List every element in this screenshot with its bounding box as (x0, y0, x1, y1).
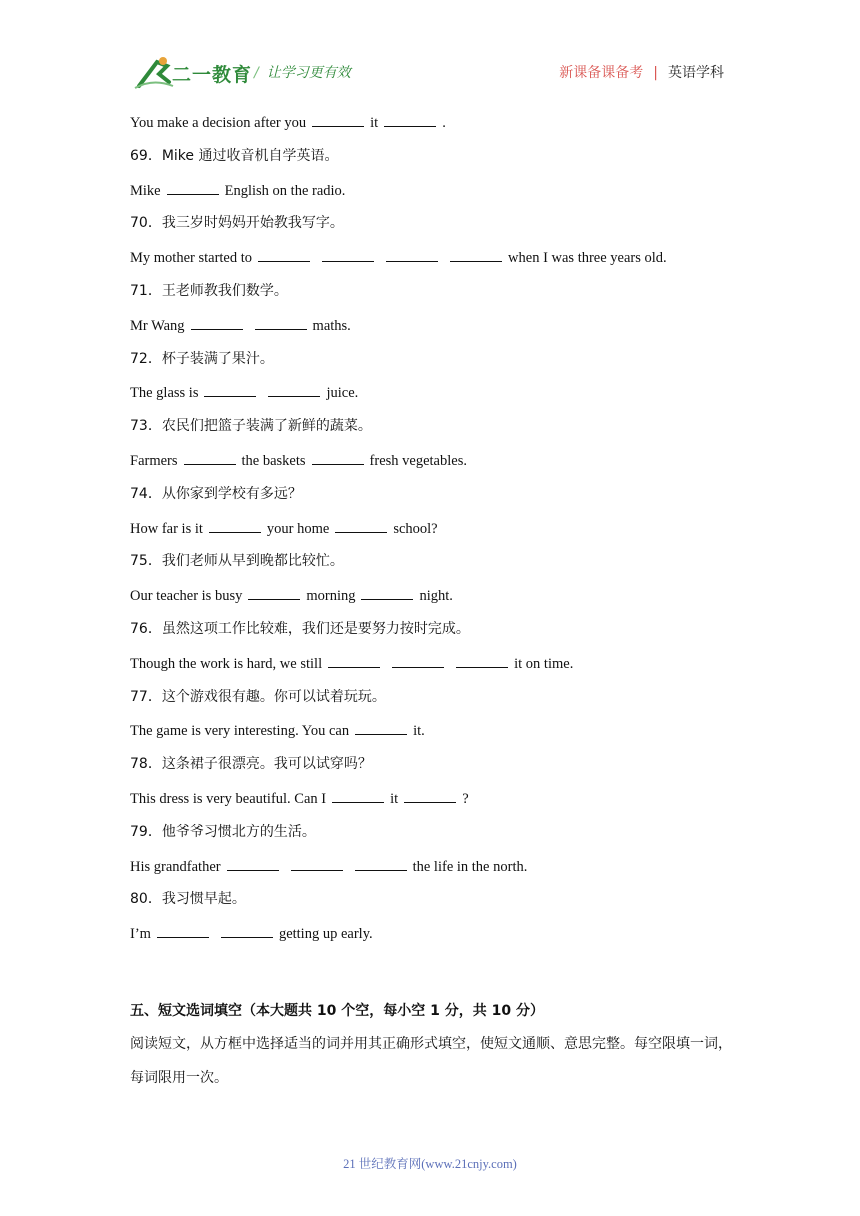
answer-sentence (130, 788, 750, 822)
answer-blank[interactable] (404, 788, 456, 803)
sentence-text: night. (419, 588, 453, 605)
answer-blank[interactable] (258, 247, 310, 262)
question-prompt: 78．这条裙子很漂亮。我可以试穿吗？ (130, 756, 372, 773)
sentence-text: the baskets (241, 452, 306, 469)
answer-sentence (130, 518, 750, 552)
section-instructions: 阅读短文，从方框中选择适当的词并用其正确形式填空，使短文通顺、意思完整。每空限填一词，每词限用一次。 (130, 1036, 732, 1086)
answer-blank[interactable] (268, 382, 320, 397)
logo-text: 二一教育 (172, 64, 253, 86)
sentence-text: morning (306, 588, 356, 605)
question-prompt: 71．王老师教我们数学。 (130, 282, 288, 299)
question-prompt: 73．农民们把篮子装满了新鲜的蔬菜。 (130, 418, 372, 435)
sentence-text: school? (393, 520, 438, 537)
answer-sentence (130, 180, 750, 214)
answer-blank[interactable] (384, 112, 436, 127)
answer-blank[interactable] (355, 720, 407, 735)
answer-blank[interactable] (328, 653, 380, 668)
question-prompt: 76．虽然这项工作比较难，我们还是要努力按时完成。 (130, 620, 470, 637)
answer-sentence (130, 315, 750, 349)
answer-blank[interactable] (335, 518, 387, 533)
question-prompt: 80．我习惯早起。 (130, 891, 246, 908)
answer-blank[interactable] (204, 382, 256, 397)
sentence-text: This dress is very beautiful. Can I (130, 790, 327, 807)
slogan: / 让学习更有效 (254, 65, 351, 81)
sentence-text: English on the radio. (224, 182, 346, 199)
question-prompt: 69．Mike 通过收音机自学英语。 (130, 147, 339, 164)
answer-blank[interactable] (312, 450, 364, 465)
sentence-text: Our teacher is busy (130, 588, 243, 605)
answer-blank[interactable] (248, 585, 300, 600)
answer-blank[interactable] (221, 923, 273, 938)
sentence-text: it (370, 115, 379, 131)
section-five (130, 1001, 740, 1095)
sentence-text: the life in the north. (412, 858, 528, 875)
question-prompt: 77．这个游戏很有趣。你可以试着玩玩。 (130, 688, 386, 705)
header-subject (559, 62, 724, 82)
sentence-text: I’m (130, 926, 151, 943)
sentence-text: getting up early. (278, 926, 373, 943)
answer-sentence (130, 382, 750, 416)
header-separator: | (653, 65, 658, 81)
sentence-text: How far is it (130, 520, 203, 537)
answer-sentence (130, 450, 750, 484)
answer-blank[interactable] (312, 112, 364, 127)
sentence-text: ? (462, 790, 469, 807)
answer-sentence (130, 856, 750, 890)
sentence-text: Mr Wang (130, 317, 185, 334)
answer-sentence (130, 923, 750, 957)
sentence-text: when I was three years old. (508, 250, 667, 267)
sentence-text: fresh vegetables. (369, 452, 467, 469)
answer-sentence (130, 112, 750, 146)
answer-sentence (130, 585, 750, 619)
answer-sentence (130, 247, 750, 281)
sentence-text: . (442, 115, 446, 131)
answer-blank[interactable] (209, 518, 261, 533)
sentence-text: His grandfather (130, 858, 221, 875)
exercise-list (130, 112, 750, 957)
section-title: 五、短文选词填空（本大题共 10 个空，每小空 1 分，共 10 分） (130, 1003, 544, 1019)
sentence-text: You make a decision after you (130, 115, 307, 131)
slogan-text: 让学习更有效 (266, 65, 351, 81)
answer-blank[interactable] (184, 450, 236, 465)
answer-blank[interactable] (157, 923, 209, 938)
sentence-text: it on time. (514, 655, 574, 672)
sentence-text: Mike (130, 182, 161, 199)
sentence-text: Though the work is hard, we still (130, 655, 323, 672)
question-prompt: 72．杯子装满了果汁。 (130, 350, 274, 367)
answer-blank[interactable] (167, 180, 219, 195)
answer-blank[interactable] (255, 315, 307, 330)
sentence-text: maths. (312, 317, 351, 334)
sentence-text: Farmers (130, 452, 178, 469)
sentence-text: juice. (326, 385, 359, 402)
sentence-text: your home (266, 520, 330, 537)
sentence-text: it. (413, 723, 425, 740)
sentence-text: My mother started to (130, 250, 253, 267)
question-prompt: 79．他爷爷习惯北方的生活。 (130, 823, 316, 840)
page-header (0, 0, 860, 100)
sentence-text: it (390, 790, 399, 807)
answer-blank[interactable] (191, 315, 243, 330)
answer-sentence (130, 653, 750, 687)
answer-blank[interactable] (355, 856, 407, 871)
answer-blank[interactable] (322, 247, 374, 262)
header-subject-label: 英语学科 (668, 65, 724, 81)
answer-blank[interactable] (386, 247, 438, 262)
answer-blank[interactable] (227, 856, 279, 871)
question-prompt: 74．从你家到学校有多远？ (130, 485, 302, 502)
answer-blank[interactable] (291, 856, 343, 871)
answer-blank[interactable] (361, 585, 413, 600)
answer-blank[interactable] (332, 788, 384, 803)
question-prompt: 70．我三岁时妈妈开始教我写字。 (130, 215, 344, 232)
answer-blank[interactable] (392, 653, 444, 668)
answer-sentence (130, 720, 750, 754)
header-course-label: 新课备课备考 (559, 65, 644, 81)
answer-blank[interactable] (456, 653, 508, 668)
answer-blank[interactable] (450, 247, 502, 262)
sentence-text: The game is very interesting. You can (130, 723, 350, 740)
question-prompt: 75．我们老师从早到晚都比较忙。 (130, 553, 344, 570)
sentence-text: The glass is (130, 385, 199, 402)
page-footer: 21 世纪教育网(www.21cnjy.com) (343, 1157, 517, 1171)
